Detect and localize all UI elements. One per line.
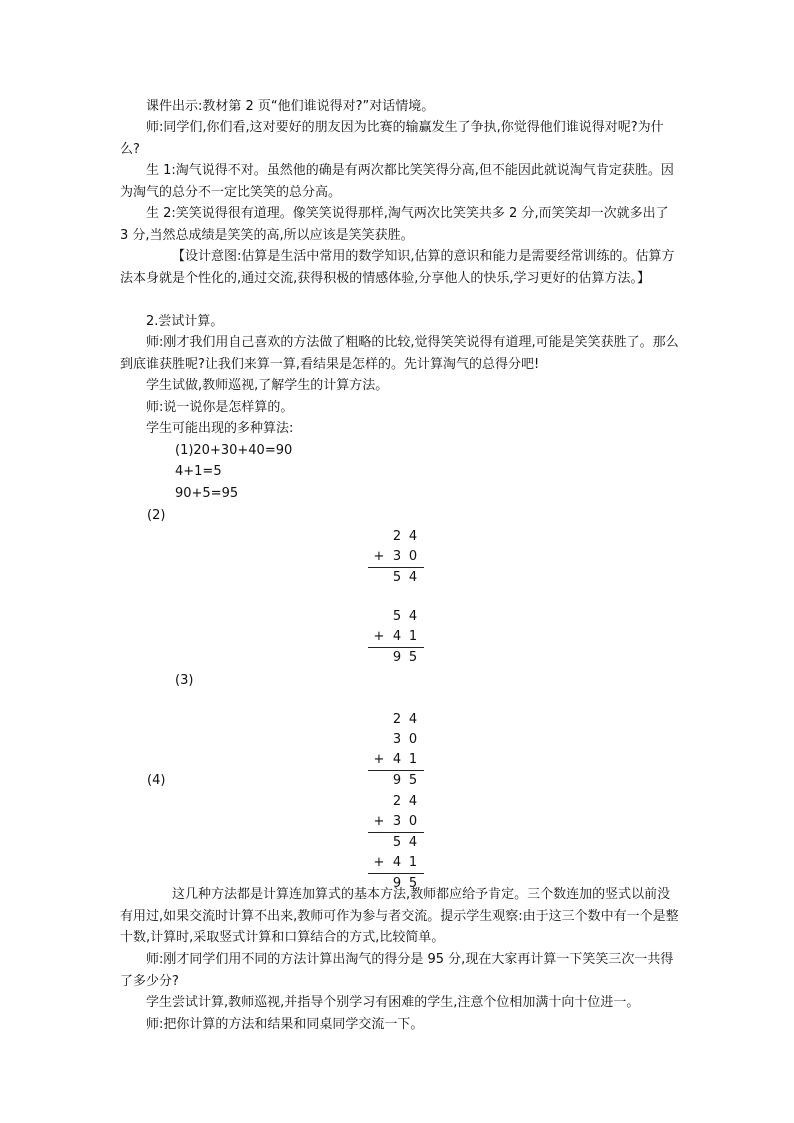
paragraph-student1: 生 1:淘气说得不对。虽然他的确是有两次都比笑笑得分高,但不能因此就说淘气肯定获胜。因为淘气的总分不一定比笑笑的总分高。 bbox=[120, 163, 674, 200]
digit: 5 bbox=[408, 650, 418, 665]
paragraph-student2: 生 2:笑笑说得很有道理。像笑笑说得那样,淘气两次比笑笑共多 2 分,而笑笑却一次就多出了 3 分,当然总成绩是笑笑的高,所以应该是笑笑获胜。 bbox=[120, 206, 669, 243]
digit: 4 bbox=[392, 855, 402, 870]
method2-calc-first bbox=[368, 527, 428, 588]
digit: 4 bbox=[408, 794, 418, 809]
digit: 5 bbox=[392, 570, 402, 585]
paragraph-courseware: 课件出示:教材第 2 页“他们谁说得对?”对话情境。 bbox=[146, 99, 435, 114]
paragraph-teacher-next: 师:刚才同学们用不同的方法计算出淘气的得分是 95 分,现在大家再计算一下笑笑三次一共得了多少分? bbox=[120, 952, 674, 989]
plus-sign: + bbox=[373, 814, 385, 829]
digit: 0 bbox=[408, 732, 418, 747]
digit: 4 bbox=[392, 752, 402, 767]
paragraph-teacher-share: 师:把你计算的方法和结果和同桌同学交流一下。 bbox=[146, 1017, 424, 1032]
digit: 2 bbox=[392, 712, 402, 727]
digit: 5 bbox=[392, 835, 402, 850]
digit: 9 bbox=[392, 876, 402, 891]
digit: 2 bbox=[392, 794, 402, 809]
method1-line1: (1)20+30+40=90 bbox=[175, 443, 293, 458]
digit: 0 bbox=[408, 549, 418, 564]
paragraph-methods-intro: 学生可能出现的多种算法: bbox=[146, 421, 294, 436]
method3-label: (3) bbox=[175, 673, 194, 688]
paragraph-student-practice: 学生尝试计算,教师巡视,并指导个别学习有困难的学生,注意个位相加满十向十位进一。 bbox=[146, 995, 640, 1010]
digit: 4 bbox=[392, 629, 402, 644]
digit: 4 bbox=[408, 835, 418, 850]
digit: 3 bbox=[392, 549, 402, 564]
digit: 4 bbox=[408, 529, 418, 544]
paragraph-teacher-compare: 师:刚才我们用自己喜欢的方法做了粗略的比较,觉得笑笑说得有道理,可能是笑笑获胜了。那么到底谁获胜呢?让我们来算一算,看结果是怎样的。先计算淘气的总得分吧! bbox=[120, 335, 679, 372]
digit: 3 bbox=[392, 732, 402, 747]
plus-sign: + bbox=[373, 855, 385, 870]
digit: 5 bbox=[408, 876, 418, 891]
plus-sign: + bbox=[373, 752, 385, 767]
digit: 9 bbox=[392, 650, 402, 665]
method4-calc bbox=[368, 792, 428, 894]
paragraph-teacher-explain: 师:说一说你是怎样算的。 bbox=[146, 400, 294, 415]
method1-line2: 4+1=5 bbox=[175, 464, 222, 479]
digit: 4 bbox=[408, 570, 418, 585]
digit: 3 bbox=[392, 814, 402, 829]
method4-label: (4) bbox=[147, 773, 166, 788]
digit: 1 bbox=[408, 752, 418, 767]
plus-sign: + bbox=[373, 549, 385, 564]
digit: 4 bbox=[408, 712, 418, 727]
digit: 0 bbox=[408, 814, 418, 829]
method1-line3: 90+5=95 bbox=[175, 486, 239, 501]
digit: 2 bbox=[392, 529, 402, 544]
paragraph-student-try: 学生试做,教师巡视,了解学生的计算方法。 bbox=[146, 378, 389, 393]
plus-sign: + bbox=[373, 629, 385, 644]
digit: 5 bbox=[408, 773, 418, 788]
digit: 5 bbox=[392, 609, 402, 624]
digit: 1 bbox=[408, 629, 418, 644]
paragraph-methods-summary: 这几种方法都是计算连加算式的基本方法,教师都应给予肯定。三个数连加的竖式以前没有用过,如果交流时计算不出来,教师可作为参与者交流。提示学生观察:由于这三个数中有一个是整十数,计算时,采取竖式计算和口算结合的方式,比较简单。 bbox=[120, 887, 679, 945]
method2-calc-second bbox=[368, 607, 428, 668]
method2-label: (2) bbox=[147, 508, 166, 523]
paragraph-design-intent: 【设计意图:估算是生活中常用的数学知识,估算的意识和能力是需要经常训练的。估算方法本身就是个性化的,通过交流,获得积极的情感体验,分享他人的快乐,学习更好的估算方法。】 bbox=[120, 249, 675, 286]
section-heading-try: 2.尝试计算。 bbox=[146, 314, 224, 329]
method3-calc bbox=[368, 710, 428, 791]
paragraph-teacher-question: 师:同学们,你们看,这对要好的朋友因为比赛的输赢发生了争执,你觉得他们谁说得对呢?为什么? bbox=[120, 120, 664, 157]
digit: 9 bbox=[392, 773, 402, 788]
digit: 4 bbox=[408, 609, 418, 624]
digit: 1 bbox=[408, 855, 418, 870]
